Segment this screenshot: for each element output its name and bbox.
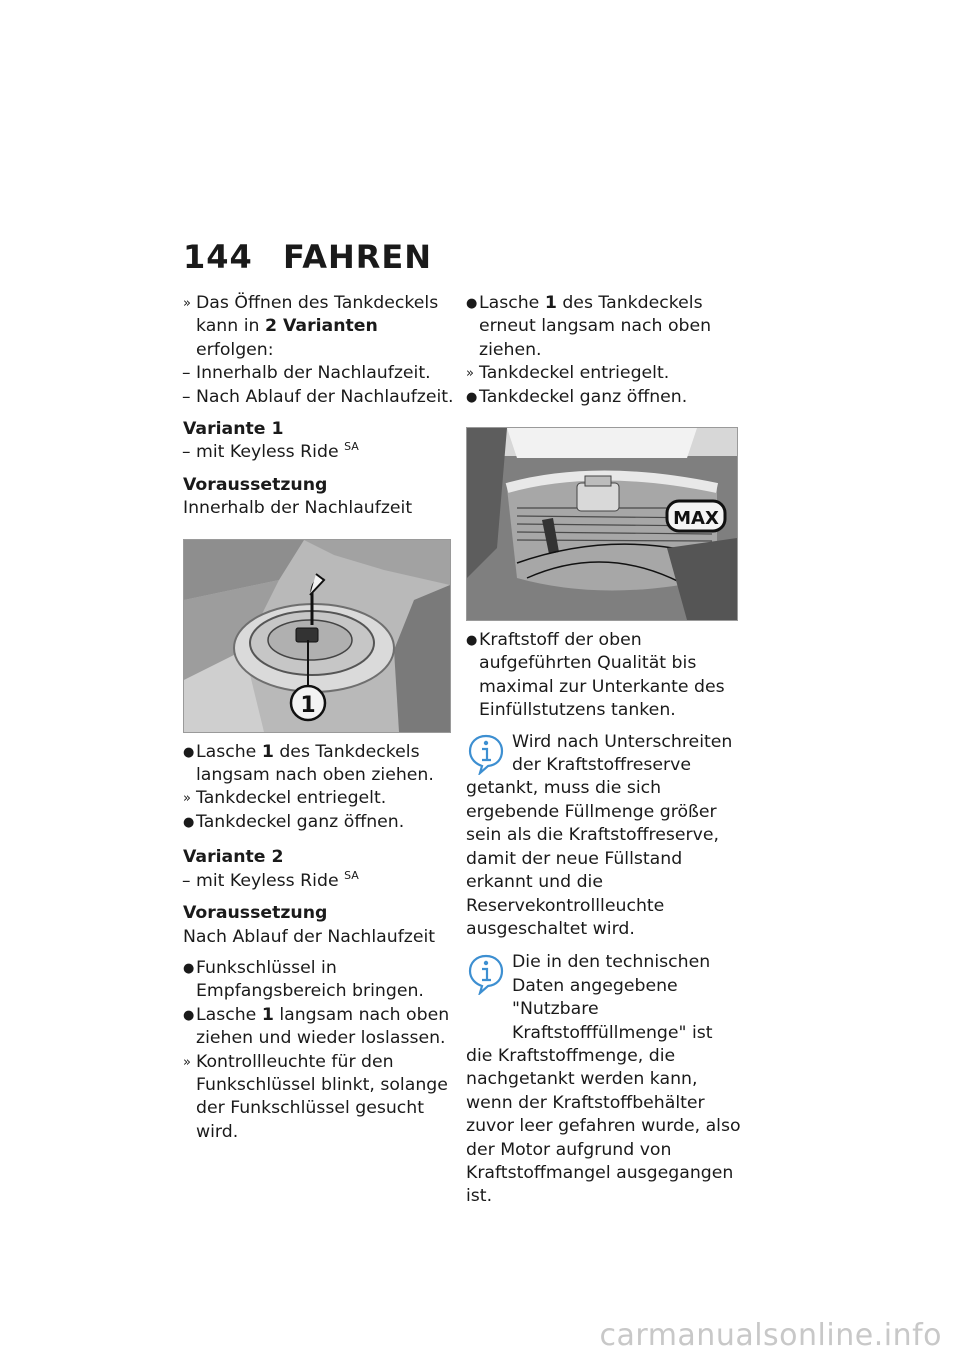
callout-1-label: 1 bbox=[300, 692, 316, 718]
info-note-body: getankt, muss die sich ergebende Füllmenge größer sein als die Kraftstoffreserve, damit der neue Füllstand erkannt und die Reservekontrollleuchte ausgeschaltet wird. bbox=[466, 778, 719, 939]
dash-marker-icon: – bbox=[182, 386, 191, 407]
result-marker-icon: » bbox=[466, 366, 474, 382]
result-item: » Tankdeckel entriegelt. bbox=[466, 362, 741, 385]
dash-marker-icon: – bbox=[182, 870, 191, 891]
info-note bbox=[466, 731, 741, 942]
result-marker-icon: » bbox=[183, 791, 191, 807]
bullet-icon: ● bbox=[183, 960, 195, 976]
dash-item: – mit Keyless Ride $^{SA}$ bbox=[183, 870, 458, 893]
dash-item: – Nach Ablauf der Nachlaufzeit. bbox=[183, 386, 458, 409]
info-icon bbox=[466, 733, 506, 775]
right-column bbox=[466, 292, 741, 1209]
page-number: 144 bbox=[183, 238, 253, 276]
info-note-lead: Die in den technischen Daten angegebene "Nutzbare Kraftstofffüllmenge" ist bbox=[512, 952, 713, 1043]
requirement-heading: Voraussetzung bbox=[183, 903, 328, 924]
step-item: ● Tankdeckel ganz öffnen. bbox=[466, 386, 741, 409]
watermark: carmanualsonline.info bbox=[599, 1318, 942, 1353]
fuel-cap-figure bbox=[183, 539, 451, 733]
step-item: ● Lasche 1 langsam nach oben ziehen und wieder loslassen. bbox=[183, 1004, 450, 1049]
bullet-icon: ● bbox=[466, 633, 478, 649]
dash-marker-icon: – bbox=[182, 363, 191, 384]
bullet-icon: ● bbox=[466, 389, 478, 405]
variant-1-heading: Variante 1 bbox=[183, 419, 284, 440]
step-item: ● Kraftstoff der oben aufgeführten Qualität bis maximal zur Unterkante des Einfüllstutzens tanken. bbox=[466, 630, 725, 721]
step-item: ● Tankdeckel ganz öffnen. bbox=[183, 811, 458, 834]
fuel-cap-illustration bbox=[184, 540, 450, 732]
info-note bbox=[466, 951, 741, 1208]
info-note-body: die Kraftstoffmenge, die nachgetankt werden kann, wenn der Kraftstoffbehälter zuvor leer gefahren wurde, also der Motor aufgrund von Kraftstoffmangel ausgegangen ist. bbox=[466, 1045, 741, 1207]
bullet-icon: ● bbox=[183, 744, 195, 760]
requirement-heading: Voraussetzung bbox=[183, 474, 328, 495]
bullet-icon: ● bbox=[183, 1007, 195, 1023]
result-item: » Das Öffnen des Tankdeckels kann in 2 Varianten erfolgen: bbox=[183, 293, 439, 360]
result-item: » Tankdeckel entriegelt. bbox=[183, 787, 458, 810]
dash-item: – Innerhalb der Nachlaufzeit. bbox=[183, 362, 458, 385]
result-marker-icon: » bbox=[183, 1054, 191, 1070]
result-item: » Kontrollleuchte für den Funkschlüssel blinkt, solange der Funkschlüssel gesucht wird. bbox=[183, 1051, 448, 1142]
dash-item: – mit Keyless Ride $^{SA}$ bbox=[183, 441, 458, 464]
bullet-icon: ● bbox=[183, 814, 195, 830]
requirement-text: Innerhalb der Nachlaufzeit bbox=[183, 498, 413, 519]
max-fill-label: MAX bbox=[673, 508, 719, 530]
step-item: ● Lasche 1 des Tankdeckels erneut langsam nach oben ziehen. bbox=[466, 293, 712, 360]
page-header bbox=[183, 238, 432, 276]
step-item: ● Lasche 1 des Tankdeckels langsam nach oben ziehen. bbox=[183, 741, 434, 786]
fuel-filler-illustration bbox=[467, 428, 737, 620]
step-item: ● Funkschlüssel in Empfangsbereich bringen. bbox=[183, 957, 424, 1002]
result-marker-icon: » bbox=[183, 296, 191, 311]
dash-marker-icon: – bbox=[182, 442, 191, 463]
variant-2-heading: Variante 2 bbox=[183, 847, 284, 868]
bullet-icon: ● bbox=[466, 296, 478, 311]
requirement-text: Nach Ablauf der Nachlaufzeit bbox=[183, 926, 436, 947]
fuel-tank-max-figure bbox=[466, 427, 738, 621]
left-column bbox=[183, 292, 458, 1144]
info-icon bbox=[466, 953, 506, 995]
info-note-lead: Wird nach Unterschreiten der Kraftstoffreserve bbox=[512, 731, 733, 776]
chapter-title: FAHREN bbox=[283, 238, 433, 276]
